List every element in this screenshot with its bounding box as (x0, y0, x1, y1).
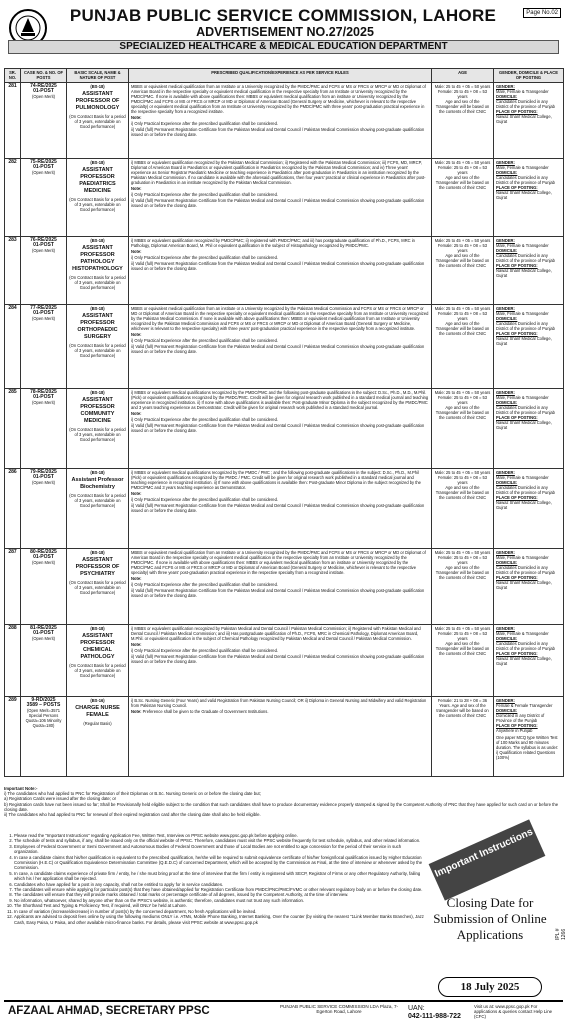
row-gender: GENDER: Male, Female & Transgender DOMICILE: Candidates Domiciled in any District of the province of Punjab PLACE OF POSTING: Nawaz Sharif Medical College, Gujrat (494, 83, 564, 159)
row-qualification: MBBS or equivalent medical qualification from an Institute or a University recognized by the PMDC/PMC and FCPS or MS or FRCS or MRCP or MD or Diplomat of American Board in the respective specialty or equivalent medical qualification in the respective specialty from an Institute or University recognized by the PMDC/PMC. If none is available with above qualifications then: MBBS or equivalent medical qualification from an institute or University recognized by the PMDC/PMC and FCPS or MS or FRCS or MRCP or MD or Diplomat of American Board (General Surgery or Medicine, whichever is relevant to the respective specialty) or equivalent medical qualification from an Institute or University recognized by the PMDC/PMC with three years' post-graduation practical experience in the respective specialty from a recognized institute. Note: i) Only Practical Experience after the prescribed qualification shall be considered. ii) Valid (full) Permanent Registration Certificate from the Pakistan Medical and Dental Council / Pakistan Medical Commission showing post-graduate qualification issued on or before the closing date. (129, 83, 432, 159)
office-address: PUNJAB PUBLIC SERVICE COMMISSION LDA Plaza, 7-Egerton Road, Lahore (279, 1004, 399, 1015)
row-qualification: i) MBBS or equivalent qualification recognized by PMDC/PMC; ii) registered with PMDC/PMC; and iii) has postgraduate qualification of Ph.D., FCPS, MRC in Pathology, Diplomat American Board, M. Phil or equivalent qualification in the subject of Histopathology recognized by PMDC/PMC. Note: i) Only Practical Experience after the prescribed qualification shall be considered. ii) Valid (full) Permanent Registration Certificate from the Pakistan Medical and Dental Council / Pakistan Medical Commission showing post-graduate qualification issued on or before the closing date. (129, 237, 432, 305)
row-age: Male: 25 to 45 + 05 = 50 years Female: 25 to 45 + 08 = 53 years Age and sex of the Transgender will be based on the contents of their CNIC (432, 237, 494, 305)
row-post: (BS-18) ASSISTANT PROFESSOR PAEDIATRICS MEDICINE (On Contract Basis for a period of 3 years, extendable on Good performance) (67, 159, 129, 237)
instructions-list (4, 833, 424, 925)
row-age: Male: 25 to 45 + 05 = 50 years Female: 25 to 45 + 08 = 53 years Age and sex of the Transgender will be based on the contents of their CNIC (432, 469, 494, 549)
row-qualification: i) MBBS or equivalent medical qualifications recognized by the PMDC/PMC and the following post-graduate qualifications in the subject: D.Sc., Ph.D., M.D., M.Phil. (Pick) or equivalent qualifications recognized by the PMDC/PMC. Credit will be given for original research work published in a standard medical journal and teaching experience in recognized institution. ii) If none with above qualifications is available then: Post-graduate Minor Diploma in the subject recognized by the PMDC/PMC and 3 years teaching experience as Demonstrator. Credit will be given for original research work published in a standard medical journal. Note: i) Only Practical Experience after the prescribed qualification shall be considered. ii) Valid (full) Permanent Registration Certificate from the Pakistan Medical and Dental Council / Pakistan Medical Commission showing post-graduate qualification issued on or before the closing date. (129, 389, 432, 469)
instruction-item: 3. Employees of Federal Government or Semi Government and Autonomous Bodies of Federal Government and those of Local Bodies are not entitled to age concession for the period of their service in such organization. (14, 844, 424, 855)
table-row (5, 159, 564, 237)
row-post: (BS-18) ASSISTANT PROFESSOR OF PULMONOLOGY (On Contract Basis for a period of 3 years, extendable on Good performance) (67, 83, 129, 159)
page-title: PUNJAB PUBLIC SERVICE COMMISSION, LAHORE (69, 6, 497, 25)
col-qualification: PRESCRIBED QUALIFICATION/EXPERIENCE AS PER SERVICE RULES (129, 69, 432, 83)
row-post: (BS-18) Assistant Professor Biochemistry (On Contract Basis for a period of 3 years, extendable on Good performance) (67, 469, 129, 549)
table-row (5, 83, 564, 159)
table-row (5, 237, 564, 305)
row-case: 80-RE/2025 01-POST (Open Merit) (21, 549, 67, 625)
row-case: 79-RE/2025 01-POST (Open Merit) (21, 469, 67, 549)
row-gender: GENDER: Male, Female & Transgender DOMICILE: Candidates Domiciled in any District of the province of Punjab PLACE OF POSTING: Nawaz Sharif Medical College, Gujrat (494, 389, 564, 469)
closing-date-text: Closing Date for Submission of Online Applications (433, 895, 547, 942)
instruction-item: 1. Please read the "Important Instructions" regarding Application Fee, Written Test, Interview on PPSC website www.ppsc.gop.pk before applying online. (14, 833, 424, 838)
row-sr: 281 (5, 83, 21, 159)
ipl-number: IPL # 1266 (555, 928, 567, 940)
instruction-item: 8. The candidates will ensure that they will provide marks obtained / total marks or percentage certificate of all degrees, issued by the Competent Authority, at the time of interview. (14, 892, 424, 897)
row-case: 9-RD/2025 3589 – POSTS (Open Merit=3571 Special Persons Quota=106 Minority Quota=180) (21, 697, 67, 777)
row-qualification: MBBS or equivalent medical qualification from an institute or a University recognized by the Pakistan Medical Commission and FCPS or MS or FRCS or MRCP or MD or Diplomat of American Board in the respective specialty or equivalent medical qualification in the respective specialty from an Institute or University recognized by the Pakistan Medical Commission. If none is available with above qualifications then: MBBS or equivalent medical qualification from an Institute or University recognized by the Pakistan Medical Commission and FCPS or MS or FRCS or MRCP or MD or Diplomat of American Board (General Surgery or Medicine, whichever is relevant to the respective specialty) with three years' post-graduation practical experience in the respective specialty from a recognized institute. Note: i) Only Practical Experience after the prescribed qualification shall be considered. ii) Valid (full) Permanent Registration Certificate from the Pakistan Medical and Dental Council / Pakistan Medical Commission showing post-graduate qualification issued on or before the closing date. (129, 305, 432, 389)
row-gender: GENDER: Male, Female & Transgender DOMICILE: Candidates Domiciled in any District of the province of Punjab PLACE OF POSTING: Nawaz Sharif Medical College, Gujrat (494, 469, 564, 549)
closing-date: 18 July 2025 (438, 977, 542, 997)
row-qualification: i) MBBS or equivalent qualification recognized by Pakistan Medical and Dental Council / Pakistan Medical Commission; ii) Registered with Pakistan Medical and Dental Council / Pakistan Medical Commission; and iii) Has postgraduate qualification of Ph.D., FCPS, MRC in Chemical Pathology, Diplomat American Board, M.Phil. or equivalent qualification in the subject of Chemical Pathology recognized by Pakistan Medical and Dental Council / Pakistan Medical Commission. Note: i) Only Practical Experience after the prescribed qualification shall be considered. ii) Valid (full) Permanent Registration Certificate from the Pakistan Medical and Dental Council / Pakistan Medical Commission showing post-graduate qualification issued on or before the closing date. (129, 625, 432, 697)
row-qualification: i) B.Sc. Nursing Generic (Four Years) and valid Registration from Pakistan Nursing Council; OR ii) Diploma in General Nursing and Midwifery and valid Registration from Pakistan Nursing Council. Note: Preference shall be given to the Graduate of Government Institutions. (129, 697, 432, 777)
table-row (5, 469, 564, 549)
row-qualification: MBBS or equivalent medical qualification from an Institute or a University recognized by the PMDC/PMC and FCPS or MS or FRCS or MRCP or MD or Diplomat of American Board in the respective specialty or equivalent medical qualification in the respective specialty from an Institute or University recognized by the PMDC/PMC. If none is available with above qualifications then: MBBS or equivalent medical qualification from an institute or University recognized by the PMDC/PMC and FCPS or MS or FRCS or MRCP or MD or Diplomat of American Board (General Surgery or Medicine, whichever is relevant to the respective specialty) with three years' post-graduation practical experience in the respective specialty from a recognized institute. Note: i) Only Practical Experience after the prescribed qualification shall be considered. ii) Valid (full) Permanent Registration Certificate from the Pakistan Medical and Dental Council / Pakistan Medical Commission showing post-graduate qualification issued on or before the closing date. (129, 549, 432, 625)
col-age: AGE (432, 69, 494, 83)
row-sr: 283 (5, 237, 21, 305)
row-age: Female: 21 to 28 + 08 = 36 Years. Age and sex of the transgender will be based on the contents of their CNIC (432, 697, 494, 777)
instruction-item: 5. In case, a candidate claims experience of private firm / entity, he / she must bring proof at the time of interview that the firm / entity is registered with SECP, Registrar of Firms or any other Regulatory Authority, failing which his / her application shall be rejected. (14, 871, 424, 882)
uan-number: UAN: 042-111-988-722 (408, 1005, 461, 1020)
secretary-name: AFZAAL AHMAD, SECRETARY PPSC (8, 1005, 210, 1017)
important-notes: Important Note:- i) The candidates who had applied to PNC for Registration of their Diplomas or B.Sc. Nursing Generic on or before the closing date but; a) Registration Cards were issued after the closing date; or b) Registration cards have not been issued so far; Shall be Provisionally held eligible subject to the condition that such candidates shall have to produce documentary evidence properly stamped & signed by the Competent Authority of PNC that they have applied for such card on or before the closing date. ii) The candidates who had applied to PNC for renewal of their expired registration card after the closing date shall also be held eligible. (4, 786, 559, 818)
row-sr: 289 (5, 697, 21, 777)
col-case: CASE NO. & NO. OF POSTS (21, 69, 67, 83)
row-age: Male: 25 to 45 + 05 = 50 years Female: 25 to 45 + 08 = 53 years Age and sex of the Transgender will be based on the contents of their CNIC (432, 549, 494, 625)
row-sr: 286 (5, 469, 21, 549)
row-age: Male: 25 to 45 + 05 = 50 years Female: 25 to 45 + 08 = 53 years Age and sex of the Transgender will be based on the contents of their CNIC (432, 159, 494, 237)
row-sr: 285 (5, 389, 21, 469)
row-sr: 288 (5, 625, 21, 697)
row-age: Male: 25 to 45 + 05 = 50 years Female: 25 to 45 + 08 = 53 years Age and sex of the Transgender will be based on the contents of their CNIC (432, 625, 494, 697)
table-row (5, 389, 564, 469)
table-row (5, 549, 564, 625)
row-sr: 287 (5, 549, 21, 625)
col-gender: GENDER, DOMICILE & PLACE OF POSTING (494, 69, 564, 83)
website-info[interactable]: Visit us at: www.ppsc.gop.pk For applications & queries contact Help Line (CFC) (474, 1004, 553, 1020)
row-case: 76-RE/2025 01-POST (Open Merit) (21, 237, 67, 305)
row-age: Male: 25 to 45 + 05 = 50 years Female: 25 to 45 + 08 = 53 years Age and sex of the Transgender will be based on the contents of their CNIC (432, 83, 494, 159)
row-case: 75-RE/2025 01-POST (Open Merit) (21, 159, 67, 237)
instruction-item: 6. Candidates who have applied for a post in any capacity, shall not be entitled to apply for in service candidates. (14, 882, 424, 887)
row-post: (BS-18) ASSISTANT PROFESSOR OF PSYCHIATRY (On Contract Basis for a period of 3 years, extendable on Good performance) (67, 549, 129, 625)
row-age: Male: 25 to 45 + 05 = 50 years Female: 25 to 45 + 08 = 53 years Age and sex of the Transgender will be based on the contents of their CNIC (432, 305, 494, 389)
advertisement-number: ADVERTISEMENT NO.27/2025 (196, 25, 374, 39)
col-post: BASIC SCALE, NAME & NATURE OF POST (67, 69, 129, 83)
row-gender: GENDER: Male, Female & Transgender DOMICILE: Candidates Domiciled in any District of the province of Punjab PLACE OF POSTING: Nawaz Sharif Medical College, Gujrat (494, 549, 564, 625)
instruction-item: 7. The candidates will ensure while applying for particular post(s) that they have obtained/applied for Registration Certificate from PMDC/PNC/PMC/FVMC or other relevant regulatory body on or before the closing date. (14, 887, 424, 892)
row-post: (BS-18) ASSISTANT PROFESSOR ORTHOPAEDIC SURGERY (On Contract Basis for a period of 3 years, extendable on Good performance) (67, 305, 129, 389)
row-gender: GENDER: Male, Female & Transgender DOMICILE: Candidates Domiciled in any District of the province of Punjab PLACE OF POSTING: Nawaz Sharif Medical College, Gujrat (494, 159, 564, 237)
row-case: 74-RE/2025 01-POST (Open Merit) (21, 83, 67, 159)
row-gender: GENDER: Male, Female & Transgender DOMICILE: Candidates Domiciled in any District of the province of Punjab PLACE OF POSTING: Nawaz Sharif Medical College, Gujrat (494, 305, 564, 389)
important-instructions-ribbon: Important Instructions (429, 819, 546, 900)
footer (4, 1000, 563, 1020)
row-gender: GENDER: Male, Female & Transgender DOMICILE: Candidates Domiciled in any District of the province of Punjab PLACE OF POSTING: Nawaz Sharif Medical College, Gujrat (494, 237, 564, 305)
row-gender: GENDER: Female & Female Transgender DOMICILE: Domiciled in any District of Province of the Punjab PLACE OF POSTING: Anywhere in Punjab One paper MCQ type Written Test of 100 Marks and 90 minutes duration. The syllabus is as under: i) Qualification related Questions (100%) (494, 697, 564, 777)
row-gender: GENDER: Male, Female & Transgender DOMICILE: Candidates Domiciled in any District of the province of Punjab PLACE OF POSTING: Nawaz Sharif Medical College, Gujrat (494, 625, 564, 697)
instruction-item: 9. No information, whatsoever, shared by anyone other than on the PPSC's website, is authentic; therefore, candidates must not trust any such information. (14, 898, 424, 903)
instruction-item: 4. In case a candidate claims that his/her qualification is equivalent to the prescribed qualification, he/she will be required to submit equivalence certificate of his/her foreign/local qualification issued by Higher Education Commission (H.E.C) or Qualification Equivalence Determination Committee (Q.E.D.C) of concerned Department, which will be accepted by the Commission as Final, at the time of interview or whenever asked by the Commission. (14, 855, 424, 871)
table-header-row (5, 69, 564, 83)
row-age: Male: 25 to 45 + 05 = 50 years Female: 25 to 45 + 08 = 53 years Age and sex of the Transgender will be based on the contents of their CNIC (432, 389, 494, 469)
row-post: (BS-18) ASSISTANT PROFESSOR CHEMICAL PATHOLOGY (On Contract Basis for a period of 3 years, extendable on Good performance) (67, 625, 129, 697)
row-sr: 282 (5, 159, 21, 237)
instruction-item: 12. Applicants are advised to deposit fees online by using the following mediums ONLY i.e. ATMs, Mobile Phone Banking, Internet Banking, Over the counter (by visiting the nearest "1Link Member Banks Branches), Jazz Cash, Easy Paisa, U Paisa, and other available micro-finance banks. For details, please visit PPSC website at www.ppsc.gop.pk (14, 914, 424, 925)
col-sr: SR. NO. (5, 69, 21, 83)
table-row (5, 625, 564, 697)
row-post: (BS-16) CHARGE NURSE FEMALE (Regular Basis) (67, 697, 129, 777)
page-number: Page No.02 (523, 8, 561, 18)
table-row (5, 697, 564, 777)
row-case: 77-RE/2025 01-POST (Open Merit) (21, 305, 67, 389)
row-post: (BS-18) ASSISTANT PROFESSOR COMMUNITY MEDICINE (On Contract Basis for a period of 3 years, extendable on Good performance) (67, 389, 129, 469)
row-sr: 284 (5, 305, 21, 389)
row-qualification: i) MBBS or equivalent medical qualifications recognized by the PMDC / PMC ; and the following post-graduate qualifications in the subject: D.Sc., Ph.D., M.Phil (Pick) or equivalent qualifications recognized by the PMDC / PMC. Credit will be given for original research work published in a standard medical journal and teaching experience in recognized institution. ii) If none with above qualifications is available then: Post-graduate Minor Diploma in the subject recognized by the PMDC/PMC and 3 years teaching experience as Demonstrator. Note: i) Only Practical Experience after the prescribed qualification shall be considered. ii) Valid (full) Permanent Registration Certificate from the Pakistan Medical and Dental Council / Pakistan Medical Commission showing post-graduate qualification issued on or before the closing date. (129, 469, 432, 549)
instruction-item: 11. In case of variation (increase/decrease) in number of post(s) by the concerned department, No fresh Applications will be invited. (14, 909, 424, 914)
row-case: 78-RE/2025 01-POST (Open Merit) (21, 389, 67, 469)
row-case: 81-RE/2025 01-POST (Open Merit) (21, 625, 67, 697)
table-row (5, 305, 564, 389)
header (0, 0, 567, 68)
row-qualification: i) MBBS or equivalent qualification recognized by the Pakistan Medical Commission; ii) Registered with the Pakistan Medical Commission; iii) FCPS, MD, MRCP, Diplomat of American Board in Paediatrics or equivalent qualification in Paediatrics recognized by the Pakistan Medical Commission; and iv) Three years' experience as Senior Registrar Paediatric Medicine or teaching experience in Paediatrics after post-graduation in Paediatrics in an institution recognized by the Pakistan Medical Commission. If no candidate is available with the aforesaid qualifications, then four years' practical or clinical experience in Paediatrics after post-graduation in Paediatrics in an institute recognized by the Pakistan Medical Commission. Note: i) Only Practical Experience after the prescribed qualification shall be considered. ii) Valid (full) Permanent Registration Certificate from the Pakistan Medical and Dental Council / Pakistan Medical Commission showing post-graduate qualification issued on or before the closing date. (129, 159, 432, 237)
instruction-item: 10. The Shorthand Test and Typing & Proficiency Test, if required, will ONLY be held at Lahore. (14, 903, 424, 908)
instruction-item: 2. The schedule of tests and syllabus, if any, shall be issued only on the official website of PPSC. Therefore, candidates must visit the PPSC website frequently for test schedule, syllabus, and other related information. (14, 838, 424, 843)
posts-table (4, 68, 564, 777)
row-post: (BS-18) ASSISTANT PROFESSOR PATHOLOGY HISTOPATHOLOGY (On Contract Basis for a period of 3 years, extendable on Good performance) (67, 237, 129, 305)
department-banner: SPECIALIZED HEALTHCARE & MEDICAL EDUCATION DEPARTMENT (8, 40, 559, 54)
